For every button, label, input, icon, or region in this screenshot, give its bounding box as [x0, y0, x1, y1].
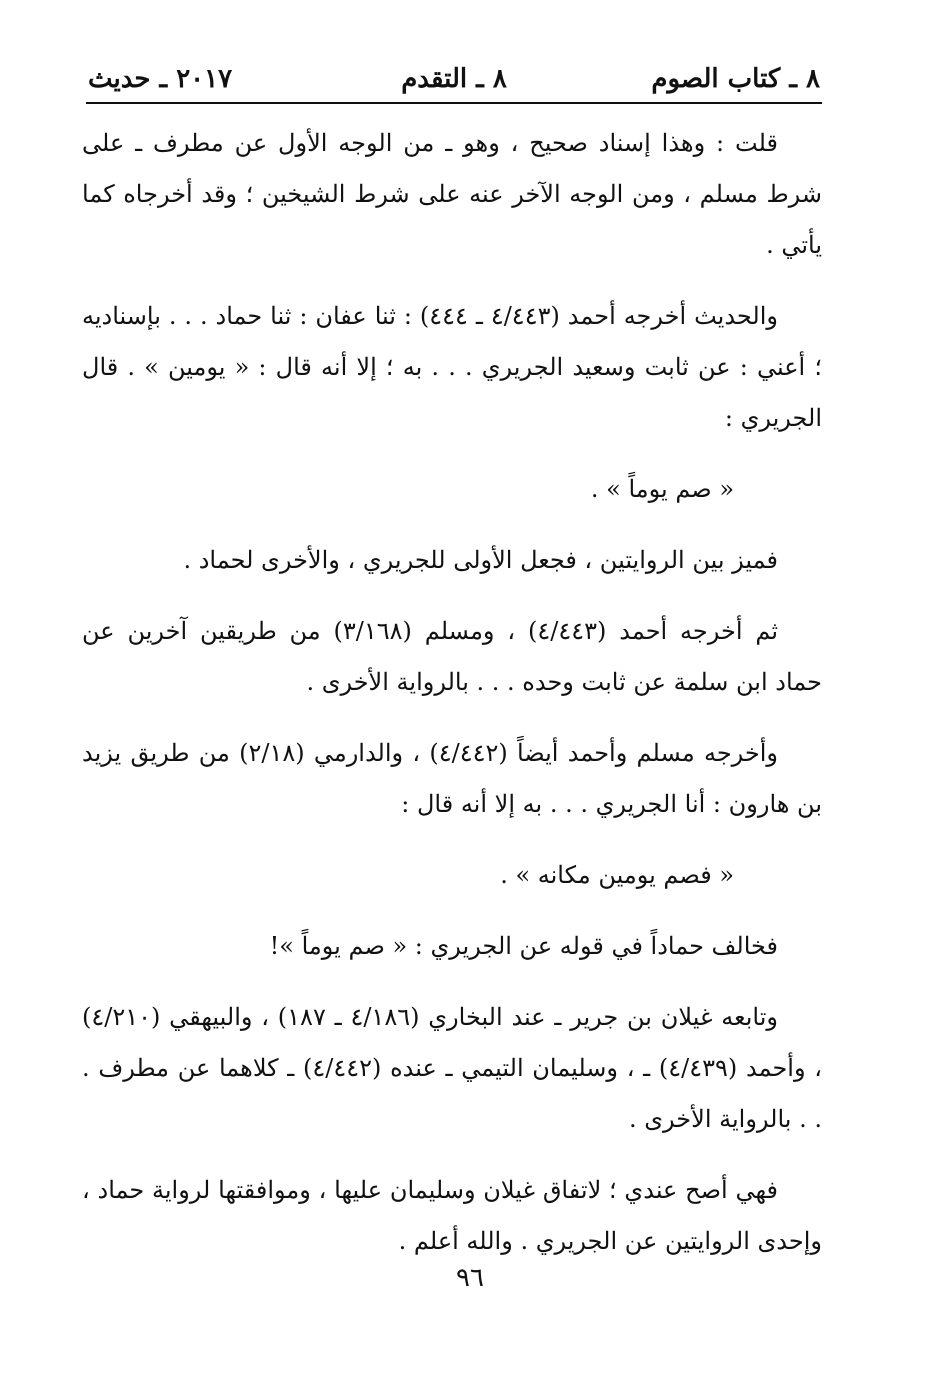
- paragraph: فخالف حماداً في قوله عن الجريري : « صم يوماً »!: [269, 932, 778, 960]
- paragraph: قلت : وهذا إسناد صحيح ، وهو ـ من الوجه الأول عن مطرف ـ على شرط مسلم ، ومن الوجه الآخر عنه على شرط الشيخين ؛ وقد أخرجاه كما يأتي .: [82, 129, 822, 259]
- running-header: [88, 62, 820, 102]
- page-body: [82, 118, 822, 1287]
- header-hadith-number: ٢٠١٧ ـ حديث: [88, 64, 233, 94]
- quoted-text: « فصم يومين مكانه » .: [500, 861, 734, 889]
- page-number: ٩٦: [456, 1263, 484, 1293]
- header-divider: [86, 102, 822, 104]
- paragraph: فميز بين الروايتين ، فجعل الأولى للجريري ، والأخرى لحماد .: [183, 546, 778, 574]
- header-book-title: ٨ ـ كتاب الصوم: [651, 64, 820, 94]
- paragraph: وتابعه غيلان بن جرير ـ عند البخاري (٤/١٨٦ ـ ١٨٧) ، والبيهقي (٤/٢١٠) ، وأحمد (٤/٤٣٩) ـ ، وسليمان التيمي ـ عنده (٤/٤٤٢) ـ كلاهما عن مطرف . . . بالرواية الأخرى .: [82, 1003, 823, 1133]
- header-chapter-title: ٨ ـ التقدم: [401, 64, 507, 94]
- paragraph: والحديث أخرجه أحمد (٤/٤٤٣ ـ ٤٤٤) : ثنا عفان : ثنا حماد . . . بإسناديه ؛ أعني : عن ثابت وسعيد الجريري . . . به ؛ إلا أنه قال : « يومين » . قال الجريري :: [82, 302, 822, 432]
- paragraph: فهي أصح عندي ؛ لاتفاق غيلان وسليمان عليها ، وموافقتها لرواية حماد ، وإحدى الروايتين عن الجريري . والله أعلم .: [82, 1176, 822, 1255]
- quoted-text: « صم يوماً » .: [590, 475, 734, 503]
- paragraph: ثم أخرجه أحمد (٤/٤٤٣) ، ومسلم (٣/١٦٨) من طريقين آخرين عن حماد ابن سلمة عن ثابت وحده . . . بالرواية الأخرى .: [82, 617, 822, 696]
- paragraph: وأخرجه مسلم وأحمد أيضاً (٤/٤٤٢) ، والدارمي (٢/١٨) من طريق يزيد بن هارون : أنا الجريري . . . به إلا أنه قال :: [82, 739, 822, 818]
